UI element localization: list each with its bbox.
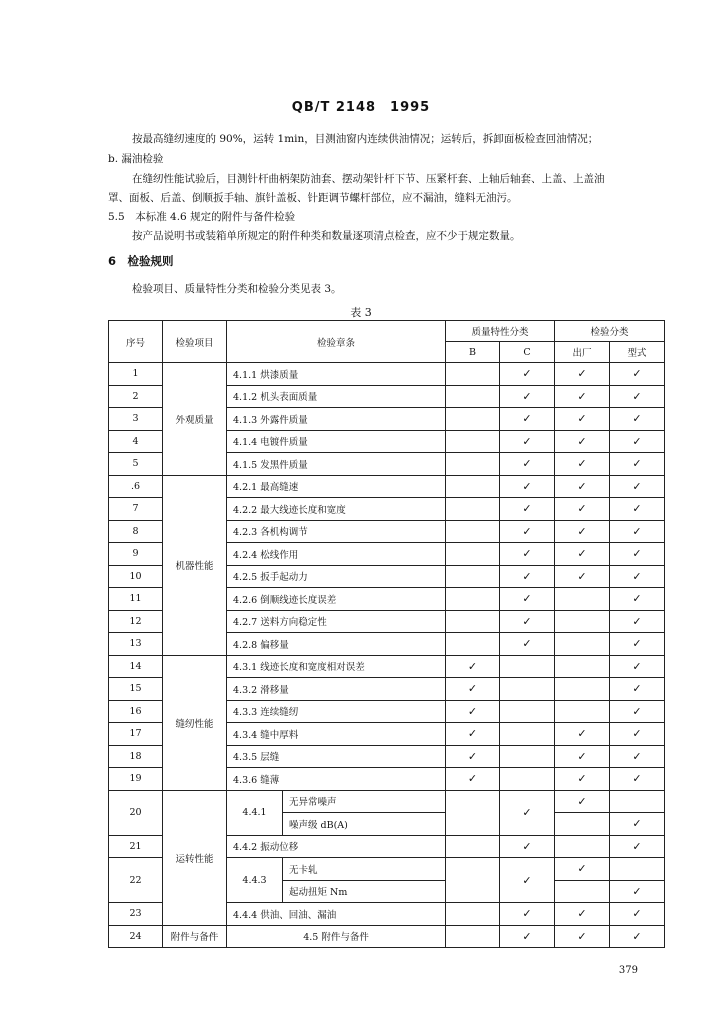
- row-type: ✓: [610, 475, 665, 498]
- row-no: 9: [109, 543, 163, 566]
- row-no: 16: [109, 700, 163, 723]
- row-type: ✓: [610, 880, 665, 903]
- row-c: ✓: [500, 430, 555, 453]
- row-no: 23: [109, 903, 163, 926]
- row-no: 20: [109, 790, 163, 835]
- row-b: [446, 588, 500, 611]
- row-b: [446, 610, 500, 633]
- row-factory: [555, 678, 610, 701]
- document-header: QB/T 2148 1995: [291, 100, 431, 115]
- row-no: 14: [109, 655, 163, 678]
- group-machine: 机器性能: [163, 475, 227, 655]
- row-c: ✓: [500, 498, 555, 521]
- row-c: ✓: [500, 925, 555, 948]
- row-no: 24: [109, 925, 163, 948]
- row-factory: [555, 700, 610, 723]
- header-inspection: 检验分类: [555, 321, 665, 342]
- row-factory: ✓: [555, 475, 610, 498]
- row-factory: ✓: [555, 520, 610, 543]
- table-row: [109, 363, 665, 386]
- row-clause: 4.1.4 电镀件质量: [227, 430, 446, 453]
- row-b: [446, 408, 500, 431]
- row-clause: 4.2.2 最大线迹长度和宽度: [227, 498, 446, 521]
- table-row: [109, 655, 665, 678]
- row-b: ✓: [446, 768, 500, 791]
- row-no: 2: [109, 385, 163, 408]
- row-c: [500, 745, 555, 768]
- row-b: [446, 543, 500, 566]
- row-no: 13: [109, 633, 163, 656]
- row-type: ✓: [610, 543, 665, 566]
- row-type: ✓: [610, 813, 665, 836]
- row-factory: ✓: [555, 723, 610, 746]
- row-no: 19: [109, 768, 163, 791]
- row-b: ✓: [446, 723, 500, 746]
- row-b: [446, 498, 500, 521]
- row-c: ✓: [500, 520, 555, 543]
- row-b: [446, 363, 500, 386]
- header-type: 型式: [610, 342, 665, 363]
- row-no: 5: [109, 453, 163, 476]
- row-no: 3: [109, 408, 163, 431]
- row-b: ✓: [446, 700, 500, 723]
- row-factory: ✓: [555, 363, 610, 386]
- row-type: ✓: [610, 835, 665, 858]
- section-title: 6 检验规则: [108, 254, 174, 268]
- row-b: [446, 903, 500, 926]
- group-appearance: 外观质量: [163, 363, 227, 476]
- header-c: C: [500, 342, 555, 363]
- row-type: [610, 858, 665, 881]
- row-clause: 4.5 附件与备件: [227, 925, 446, 948]
- row-clause: 4.4.2 振动位移: [227, 835, 446, 858]
- row-c: ✓: [500, 543, 555, 566]
- row-type: ✓: [610, 610, 665, 633]
- row-factory: ✓: [555, 543, 610, 566]
- row-clause: 4.3.5 层缝: [227, 745, 446, 768]
- row-no: .6: [109, 475, 163, 498]
- row-clause: 4.1.5 发黑件质量: [227, 453, 446, 476]
- row-c: [500, 678, 555, 701]
- row-no: 8: [109, 520, 163, 543]
- row-clause: 4.2.6 倒顺线迹长度误差: [227, 588, 446, 611]
- row-type: ✓: [610, 768, 665, 791]
- row-c: ✓: [500, 903, 555, 926]
- body-line-1: 按最高缝纫速度的 90%，运转 1min，目测油窗内连续供油情况；运转后，拆卸面板检查回油情况；: [132, 133, 599, 145]
- row-b: [446, 858, 500, 903]
- row-factory: ✓: [555, 925, 610, 948]
- row-factory: ✓: [555, 903, 610, 926]
- row-type: ✓: [610, 655, 665, 678]
- row-factory: [555, 813, 610, 836]
- body-line-6: 按产品说明书或装箱单所规定的附件种类和数量逐项清点检查，应不少于规定数量。: [132, 230, 521, 242]
- row-factory: [555, 880, 610, 903]
- table-row: [109, 925, 665, 948]
- row-factory: [555, 655, 610, 678]
- row-type: ✓: [610, 430, 665, 453]
- row-c: ✓: [500, 858, 555, 903]
- body-line-2: b. 漏油检验: [108, 153, 164, 165]
- row-clause: 4.2.7 送料方向稳定性: [227, 610, 446, 633]
- row-factory: ✓: [555, 790, 610, 813]
- body-line-4: 罩、面板、后盖、倒顺扳手轴、旗针盖板、针距调节螺杆部位，应不漏油，缝料无油污。: [108, 192, 518, 204]
- row-subclause: 起动扭矩 Nm: [283, 880, 446, 903]
- row-factory: ✓: [555, 745, 610, 768]
- row-c: ✓: [500, 610, 555, 633]
- row-factory: [555, 588, 610, 611]
- row-factory: ✓: [555, 430, 610, 453]
- row-factory: [555, 610, 610, 633]
- row-type: ✓: [610, 453, 665, 476]
- row-factory: ✓: [555, 858, 610, 881]
- row-b: [446, 430, 500, 453]
- row-no: 22: [109, 858, 163, 903]
- table-caption: 表 3: [350, 306, 372, 319]
- row-type: [610, 790, 665, 813]
- row-clause: 4.2.3 各机构调节: [227, 520, 446, 543]
- row-clause: 4.2.1 最高缝速: [227, 475, 446, 498]
- row-c: [500, 655, 555, 678]
- row-factory: ✓: [555, 768, 610, 791]
- row-no: 10: [109, 565, 163, 588]
- row-c: [500, 723, 555, 746]
- row-c: ✓: [500, 565, 555, 588]
- row-no: 12: [109, 610, 163, 633]
- row-clause: 4.3.6 缝薄: [227, 768, 446, 791]
- row-type: ✓: [610, 408, 665, 431]
- row-subclause: 无异常噪声: [283, 790, 446, 813]
- header-quality: 质量特性分类: [446, 321, 555, 342]
- row-c: ✓: [500, 363, 555, 386]
- row-no: 4: [109, 430, 163, 453]
- row-factory: ✓: [555, 565, 610, 588]
- row-b: [446, 790, 500, 835]
- row-c: ✓: [500, 453, 555, 476]
- header-item: 检验项目: [163, 321, 227, 363]
- row-factory: [555, 633, 610, 656]
- row-no: 18: [109, 745, 163, 768]
- group-accessories: 附件与备件: [163, 925, 227, 948]
- row-no: 7: [109, 498, 163, 521]
- row-clause: 4.2.5 扳手起动力: [227, 565, 446, 588]
- row-c: ✓: [500, 790, 555, 835]
- row-type: ✓: [610, 678, 665, 701]
- row-type: ✓: [610, 700, 665, 723]
- row-b: [446, 565, 500, 588]
- header-clause: 检验章条: [227, 321, 446, 363]
- row-b: [446, 385, 500, 408]
- row-factory: [555, 835, 610, 858]
- row-b: [446, 835, 500, 858]
- row-b: [446, 453, 500, 476]
- row-factory: ✓: [555, 498, 610, 521]
- row-no: 11: [109, 588, 163, 611]
- row-no: 1: [109, 363, 163, 386]
- row-type: ✓: [610, 498, 665, 521]
- inspection-table: [108, 320, 665, 948]
- row-clause: 4.1.3 外露件质量: [227, 408, 446, 431]
- row-b: [446, 633, 500, 656]
- page-number: 379: [618, 965, 638, 976]
- row-b: ✓: [446, 678, 500, 701]
- row-type: ✓: [610, 363, 665, 386]
- header-b: B: [446, 342, 500, 363]
- body-line-3: 在缝纫性能试验后，目测针杆曲柄架防油套、摆动架针杆下节、压紧杆套、上轴后轴套、上盖、上盖油: [132, 173, 605, 185]
- row-c: [500, 700, 555, 723]
- row-subclause: 无卡轧: [283, 858, 446, 881]
- row-clause: 4.2.4 松线作用: [227, 543, 446, 566]
- row-clause: 4.2.8 偏移量: [227, 633, 446, 656]
- row-no: 21: [109, 835, 163, 858]
- body-line-5: 5.5 本标准 4.6 规定的附件与备件检验: [108, 211, 296, 223]
- header-factory: 出厂: [555, 342, 610, 363]
- table-row: [109, 475, 665, 498]
- row-c: [500, 768, 555, 791]
- row-type: ✓: [610, 723, 665, 746]
- row-type: ✓: [610, 745, 665, 768]
- row-type: ✓: [610, 385, 665, 408]
- row-b: ✓: [446, 745, 500, 768]
- row-clause: 4.3.4 缝中厚料: [227, 723, 446, 746]
- row-subclause: 噪声级 dB(A): [283, 813, 446, 836]
- row-c: ✓: [500, 588, 555, 611]
- row-c: ✓: [500, 408, 555, 431]
- table-row: [109, 790, 665, 813]
- row-factory: ✓: [555, 385, 610, 408]
- row-c: ✓: [500, 385, 555, 408]
- row-factory: ✓: [555, 453, 610, 476]
- row-type: ✓: [610, 925, 665, 948]
- row-c: ✓: [500, 835, 555, 858]
- row-clause: 4.4.4 供油、回油、漏油: [227, 903, 446, 926]
- row-b: [446, 925, 500, 948]
- row-type: ✓: [610, 520, 665, 543]
- row-type: ✓: [610, 633, 665, 656]
- row-c: ✓: [500, 633, 555, 656]
- row-type: ✓: [610, 565, 665, 588]
- group-running: 运转性能: [163, 790, 227, 925]
- row-clause: 4.4.1: [227, 790, 283, 835]
- row-no: 17: [109, 723, 163, 746]
- row-b: [446, 475, 500, 498]
- row-clause: 4.1.1 烘漆质量: [227, 363, 446, 386]
- row-type: ✓: [610, 588, 665, 611]
- row-b: ✓: [446, 655, 500, 678]
- row-b: [446, 520, 500, 543]
- row-type: ✓: [610, 903, 665, 926]
- row-factory: ✓: [555, 408, 610, 431]
- row-clause: 4.4.3: [227, 858, 283, 903]
- row-c: ✓: [500, 475, 555, 498]
- row-clause: 4.3.2 滑移量: [227, 678, 446, 701]
- row-clause: 4.3.3 连续缝纫: [227, 700, 446, 723]
- intro-text: 检验项目、质量特性分类和检验分类见表 3。: [132, 283, 342, 295]
- row-no: 15: [109, 678, 163, 701]
- row-clause: 4.1.2 机头表面质量: [227, 385, 446, 408]
- group-sewing: 缝纫性能: [163, 655, 227, 790]
- header-no: 序号: [109, 321, 163, 363]
- row-clause: 4.3.1 线迹长度和宽度相对误差: [227, 655, 446, 678]
